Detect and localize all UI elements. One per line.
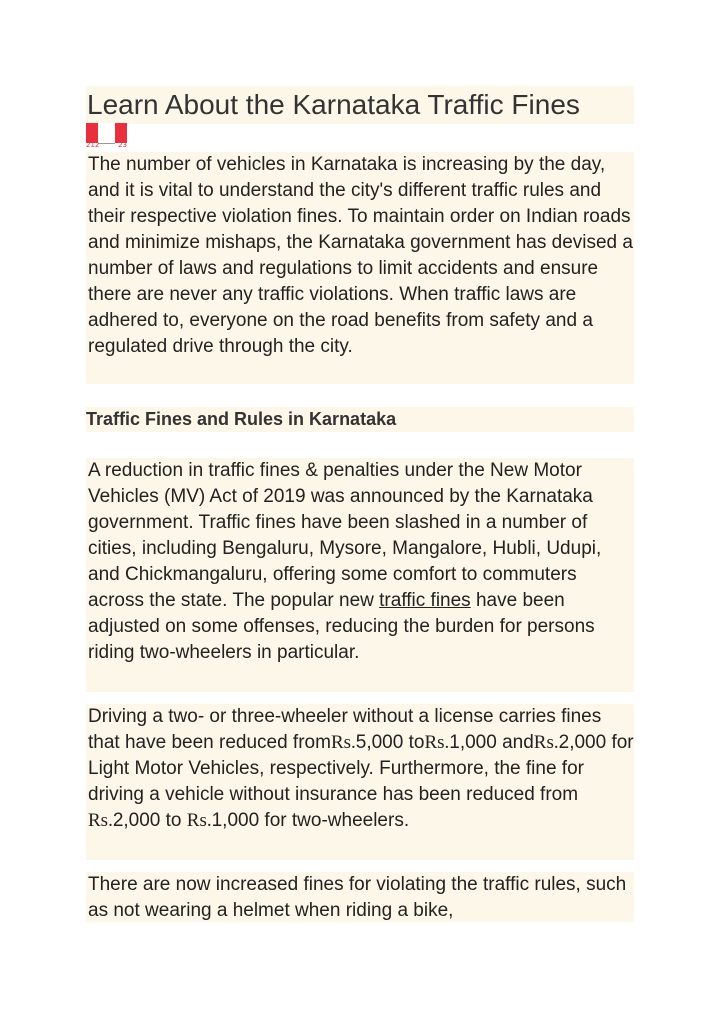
increased-fines-paragraph: There are now increased fines for violating the traffic rules, such as not wearing a helmet when riding a bike, [86,872,634,922]
mv-act-text-start: A reduction in traffic fines & penalties under the New Motor Vehicles (MV) Act of 2019 was announced by the Karnataka government. Traffic fines have been slashed in a number of cities, including Bengaluru, Mysore, Mangalore, Hubli, Udupi, and Chickmangaluru, offering some comfort to commuters across the state. The popular new [88,460,602,611]
flag-left-band [86,123,98,143]
license-fines-paragraph [86,704,634,860]
mv-act-paragraph [86,458,634,692]
license-text-1: Driving a two- or three-wheeler without a license carries fines that have been reduced from [88,706,602,753]
license-text-4: 2,000 for Light Motor Vehicles, respectively. Furthermore, the fine for driving a vehicle without insurance has been reduced from [88,732,634,805]
mv-act-text-end: have been adjusted on some offenses, reducing the burden for persons riding two-wheelers in particular. [88,590,595,663]
article-title: Learn About the Karnataka Traffic Fines [86,86,634,124]
flag-right-band [115,123,127,143]
license-text-2: 5,000 to [355,732,425,753]
license-text-5: 2,000 to [112,810,187,831]
flag-left-number: 212 [86,141,100,149]
rupee-symbol: Rs. [88,810,113,831]
flag-base-line [98,143,115,144]
license-text-6: 1,000 for two-wheelers. [211,810,410,831]
flag-icon [86,123,127,149]
flag-right-number: 23 [118,141,127,149]
rupee-symbol: Rs. [330,732,356,753]
section-heading: Traffic Fines and Rules in Karnataka [86,407,634,432]
rupee-symbol: Rs. [533,732,559,753]
rupee-symbol: Rs. [424,732,450,753]
rupee-symbol: Rs. [186,810,212,831]
intro-paragraph: The number of vehicles in Karnataka is increasing by the day, and it is vital to understand the city's different traffic rules and their respective violation fines. To maintain order on Indian roads and minimize mishaps, the Karnataka government has devised a number of laws and regulations to limit accidents and ensure there are never any traffic violations. When traffic laws are adhered to, everyone on the road benefits from safety and a regulated drive through the city. [86,152,634,384]
license-text-3: 1,000 and [449,732,534,753]
traffic-fines-link[interactable]: traffic fines [379,590,471,611]
